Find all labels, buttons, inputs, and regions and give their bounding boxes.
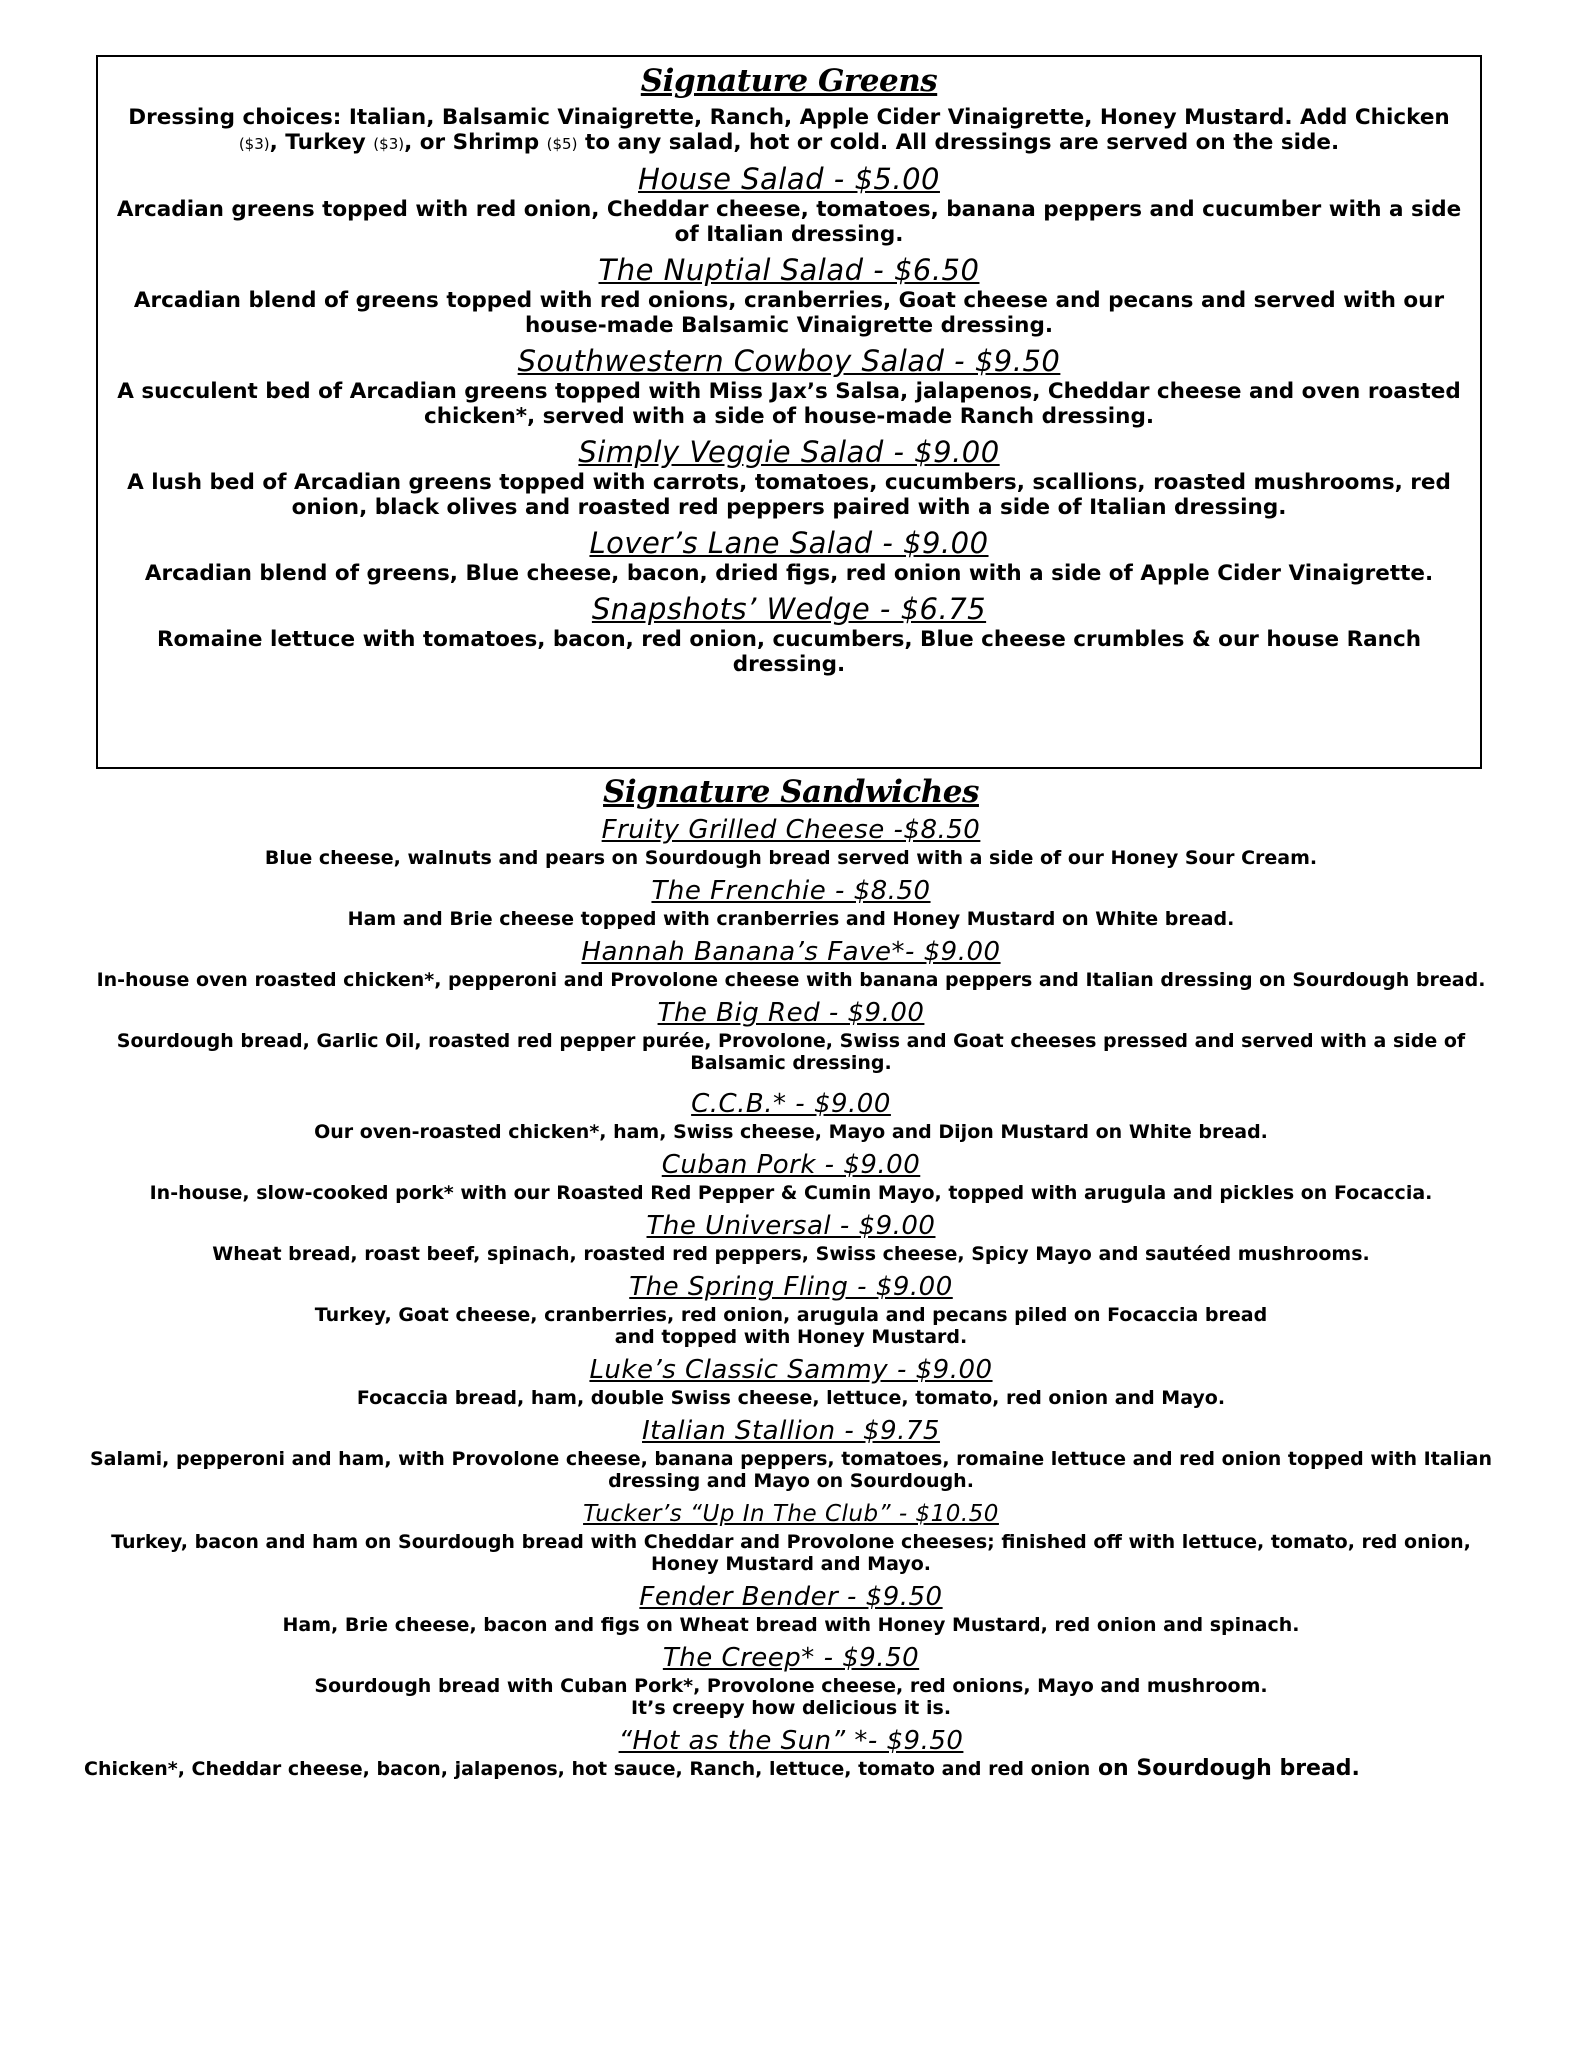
signature-sandwiches-section bbox=[76, 772, 1506, 1786]
sandwich-description: Our oven-roasted chicken*, ham, Swiss cheese, Mayo and Dijon Mustard on White bread. bbox=[314, 1121, 1268, 1143]
sandwich-name: C.C.B.* - $9.00 bbox=[691, 1089, 891, 1119]
salad-description: Arcadian greens topped with red onion, Cheddar cheese, tomatoes, banana peppers and cucumber with a side of Italian dressing. bbox=[116, 197, 1462, 247]
turkey-addon-label: , Turkey bbox=[269, 130, 374, 155]
sandwich-description: Turkey, bacon and ham on Sourdough bread with Cheddar and Provolone cheeses; finished off with lettuce, tomato, red onion, Honey Mustard and Mayo. bbox=[111, 1531, 1471, 1575]
sandwich-description-line: Chicken*, Cheddar cheese, bacon, jalapenos, hot sauce, Ranch, lettuce, tomato and red onion bbox=[84, 1758, 1091, 1780]
sandwich-name: Hannah Banana’s Fave*- $9.00 bbox=[581, 937, 1001, 967]
shrimp-addon-price: ($5) bbox=[546, 135, 578, 153]
sandwich-name: The Universal - $9.00 bbox=[646, 1211, 936, 1241]
dressing-choices-note bbox=[114, 105, 1464, 157]
sandwich-description-line: Sourdough bread with Cuban Pork*, Provolone cheese, red onions, Mayo and mushroom. bbox=[314, 1675, 1268, 1697]
sandwich-description: Salami, pepperoni and ham, with Provolone cheese, banana peppers, tomatoes, romaine lettuce and red onion topped with Italian dressing and Mayo on Sourdough. bbox=[89, 1448, 1492, 1492]
sandwich-description: Focaccia bread, ham, double Swiss cheese, lettuce, tomato, red onion and Mayo. bbox=[356, 1387, 1226, 1409]
salad-name: House Salad - $5.00 bbox=[638, 162, 940, 196]
sandwich-description-tail: on Sourdough bread. bbox=[1090, 1756, 1360, 1781]
salad-description: Romaine lettuce with tomatoes, bacon, red onion, cucumbers, Blue cheese crumbles & our house Ranch dressing. bbox=[156, 627, 1422, 677]
salad-description: A lush bed of Arcadian greens topped with carrots, tomatoes, cucumbers, scallions, roasted mushrooms, red onion, black olives and roasted red peppers paired with a side of Italian dressing. bbox=[127, 470, 1451, 520]
salad-name: Lover’s Lane Salad - $9.00 bbox=[589, 526, 989, 560]
salad-description: Arcadian blend of greens topped with red onions, cranberries, Goat cheese and pecans and served with our house-made Balsamic Vinaigrette dressing. bbox=[133, 288, 1445, 338]
sandwich-description-line: It’s creepy how delicious it is. bbox=[630, 1697, 952, 1719]
sandwich-description: Sourdough bread, Garlic Oil, roasted red pepper purée, Provolone, Swiss and Goat cheeses pressed and served with a side of Balsamic dressing. bbox=[116, 1030, 1466, 1074]
salad-name: Simply Veggie Salad - $9.00 bbox=[578, 435, 1000, 469]
signature-greens-section bbox=[96, 55, 1482, 769]
sandwich-name: Cuban Pork - $9.00 bbox=[661, 1150, 921, 1180]
sandwich-description-line: and topped with Honey Mustard. bbox=[614, 1326, 968, 1348]
turkey-addon-price: ($3) bbox=[373, 135, 405, 153]
sandwiches-section-title: Signature Sandwiches bbox=[603, 774, 979, 810]
sandwich-description: Ham and Brie cheese topped with cranberries and Honey Mustard on White bread. bbox=[347, 908, 1235, 930]
sandwich-description bbox=[76, 1675, 1506, 1719]
sandwich-name: The Creep* - $9.50 bbox=[662, 1643, 920, 1673]
salad-name: The Nuptial Salad - $6.50 bbox=[598, 253, 980, 287]
shrimp-addon-label: , or Shrimp bbox=[404, 130, 547, 155]
sandwich-name: The Spring Fling - $9.00 bbox=[629, 1272, 953, 1302]
sandwich-description: Wheat bread, roast beef, spinach, roasted red peppers, Swiss cheese, Spicy Mayo and sautéed mushrooms. bbox=[212, 1243, 1370, 1265]
sandwich-description-line: Turkey, Goat cheese, cranberries, red onion, arugula and pecans piled on Focaccia bread bbox=[314, 1304, 1268, 1326]
chicken-addon-price: ($3) bbox=[238, 135, 270, 153]
dressing-choices-text: Dressing choices: Italian, Balsamic Vinaigrette, Ranch, Apple Cider Vinaigrette, Honey Mustard. Add Chicken bbox=[128, 105, 1450, 130]
sandwich-name: Luke’s Classic Sammy - $9.00 bbox=[589, 1355, 993, 1385]
sandwich-description bbox=[76, 1758, 1506, 1780]
sandwich-name: The Frenchie - $8.50 bbox=[651, 876, 931, 906]
sandwich-name: “Hot as the Sun” *- $9.50 bbox=[618, 1726, 964, 1756]
sandwich-description: Blue cheese, walnuts and pears on Sourdough bread served with a side of our Honey Sour Cream. bbox=[264, 847, 1318, 869]
sandwich-name: Fender Bender - $9.50 bbox=[639, 1582, 943, 1612]
salad-name: Southwestern Cowboy Salad - $9.50 bbox=[517, 344, 1061, 378]
sandwich-description: Ham, Brie cheese, bacon and figs on Wheat bread with Honey Mustard, red onion and spinach. bbox=[282, 1614, 1300, 1636]
addon-note-end: to any salad, hot or cold. All dressings are served on the side. bbox=[577, 130, 1340, 155]
sandwich-name: The Big Red - $9.00 bbox=[657, 998, 925, 1028]
salad-description: A succulent bed of Arcadian greens topped with Miss Jax’s Salsa, jalapenos, Cheddar cheese and oven roasted chicken*, served with a side of house-made Ranch dressing. bbox=[117, 379, 1461, 429]
sandwich-description bbox=[76, 1304, 1506, 1348]
salad-description: Arcadian blend of greens, Blue cheese, bacon, dried figs, red onion with a side of Apple Cider Vinaigrette. bbox=[144, 561, 1434, 586]
greens-section-title: Signature Greens bbox=[640, 63, 938, 99]
sandwich-description: In-house oven roasted chicken*, pepperoni and Provolone cheese with banana peppers and Italian dressing on Sourdough bread. bbox=[96, 969, 1486, 991]
salad-name: Snapshots’ Wedge - $6.75 bbox=[591, 592, 987, 626]
sandwich-name: Fruity Grilled Cheese -$8.50 bbox=[601, 815, 981, 845]
sandwich-name: Tucker’s “Up In The Club” - $10.50 bbox=[583, 1501, 999, 1527]
sandwich-description: In-house, slow-cooked pork* with our Roasted Red Pepper & Cumin Mayo, topped with arugula and pickles on Focaccia. bbox=[149, 1182, 1433, 1204]
sandwich-name: Italian Stallion - $9.75 bbox=[642, 1416, 940, 1446]
